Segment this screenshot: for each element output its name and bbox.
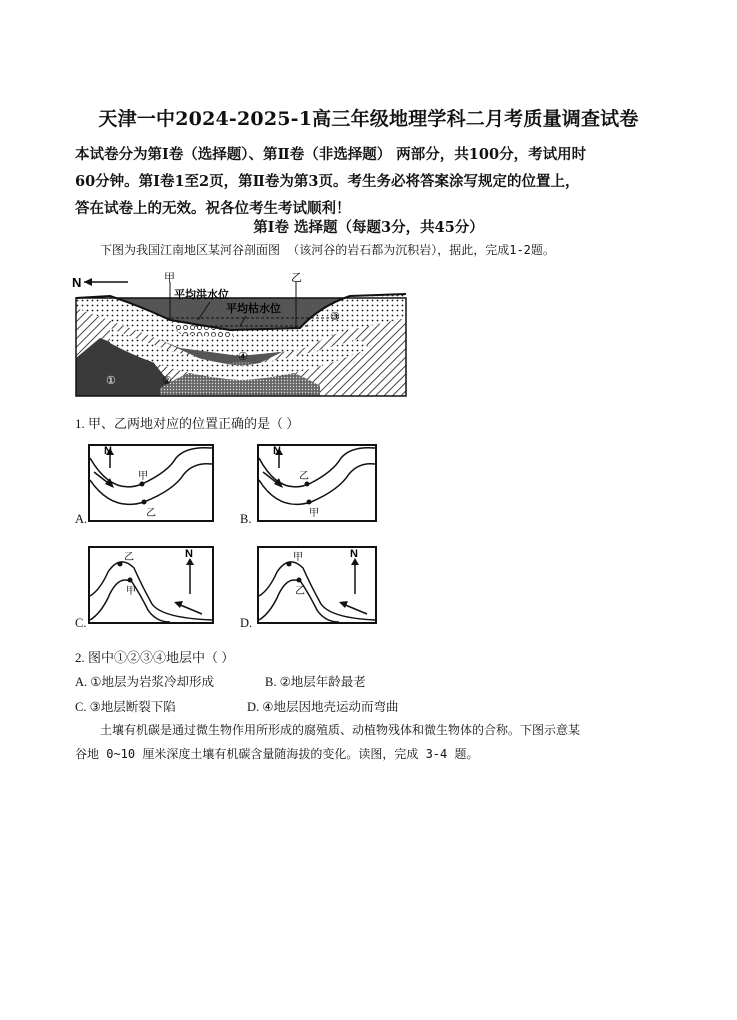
- question-lead: 下图为我国江南地区某河谷剖面图 （该河谷的岩石都为沉积岩），据此，完成1-2题。: [100, 243, 555, 257]
- instruction-line: 答在试卷上的无效。祝各位考生考试顺利！: [75, 200, 351, 217]
- option-d-map[interactable]: [257, 546, 377, 624]
- question-lead: 谷地 0~10 厘米深度土壤有机碳含量随海拔的变化。读图，完成 3-4 题。: [75, 747, 479, 761]
- map-label-upper: 甲: [138, 471, 148, 482]
- north-label: N: [185, 548, 193, 560]
- layer-4-label: ④: [238, 350, 248, 363]
- option-a-map[interactable]: [88, 444, 214, 522]
- question-lead: 土壤有机碳是通过微生物作用所形成的腐殖质、动植物残体和微生物体的合称。下图示意某: [100, 723, 581, 737]
- map-label-lower: 甲: [126, 586, 136, 597]
- north-label: N: [273, 446, 281, 457]
- valley-cross-section-figure: [70, 268, 410, 400]
- option-letter: C.: [75, 616, 87, 630]
- flood-level-label: 平均洪水位: [174, 288, 229, 301]
- layer-3-label: ③: [330, 310, 340, 323]
- section-heading: 第Ⅰ卷 选择题（每题3分，共45分）: [253, 219, 484, 236]
- layer-2-label: ②: [162, 374, 172, 387]
- map-label-upper: 乙: [299, 471, 309, 482]
- map-label-upper: 乙: [124, 552, 134, 563]
- question-2-stem: 2. 图中①②③④地层中（ ）: [75, 650, 235, 665]
- north-label: N: [72, 275, 82, 290]
- map-label-upper: 甲: [293, 552, 303, 563]
- map-label-lower: 乙: [146, 508, 156, 519]
- dry-level-label: 平均枯水位: [226, 302, 281, 315]
- north-label: N: [350, 548, 358, 560]
- question-2-option-c[interactable]: C. ③地层断裂下陷: [75, 700, 176, 714]
- option-letter: D.: [240, 616, 253, 630]
- label-yi: 乙: [291, 271, 302, 284]
- label-jia: 甲: [164, 271, 175, 284]
- question-1-stem: 1. 甲、乙两地对应的位置正确的是（ ）: [75, 416, 300, 431]
- question-2-option-d[interactable]: D. ④地层因地壳运动而弯曲: [247, 700, 399, 714]
- instruction-line: 60分钟。第Ⅰ卷1至2页，第Ⅱ卷为第3页。考生务必将答案涂写规定的位置上，: [75, 173, 580, 190]
- option-letter: B.: [240, 512, 252, 526]
- option-c-map[interactable]: [88, 546, 214, 624]
- exam-instructions: [75, 141, 675, 222]
- north-label: N: [104, 446, 112, 457]
- page-title: 天津一中2024-2025-1高三年级地理学科二月考质量调查试卷: [98, 108, 639, 130]
- layer-1-label: ①: [106, 374, 116, 387]
- map-label-lower: 乙: [295, 586, 305, 597]
- option-letter: A.: [75, 512, 88, 526]
- question-2-option-b[interactable]: B. ②地层年龄最老: [265, 675, 366, 689]
- instruction-line: 本试卷分为第Ⅰ卷（选择题）、第Ⅱ卷（非选择题） 两部分，共100分，考试用时: [75, 146, 587, 163]
- question-2-option-a[interactable]: A. ①地层为岩浆冷却形成: [75, 675, 214, 689]
- map-label-lower: 甲: [309, 508, 319, 519]
- option-b-map[interactable]: [257, 444, 377, 522]
